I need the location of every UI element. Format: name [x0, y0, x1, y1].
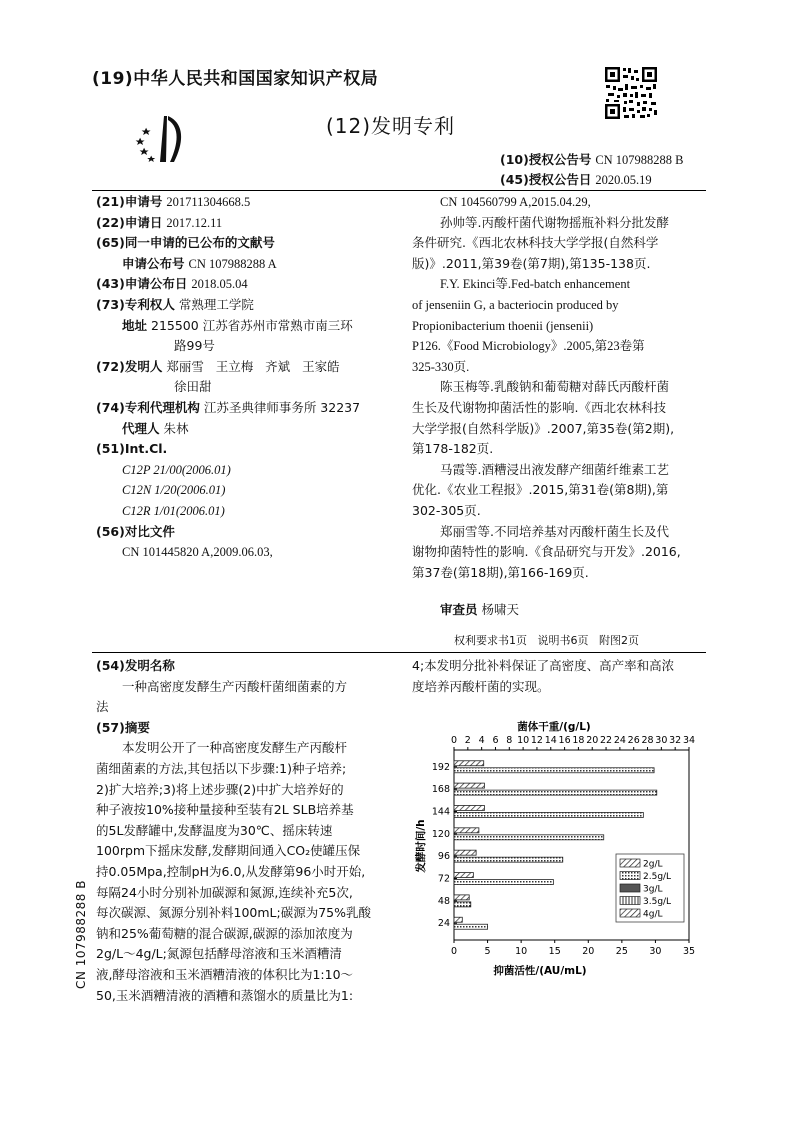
y-tick-label: 72	[437, 873, 450, 885]
top-tick-label: 0	[450, 735, 458, 746]
dry-weight-bar	[454, 850, 476, 855]
activity-bar	[454, 924, 488, 929]
legend-label: 4g/L	[643, 909, 663, 920]
patentee: (73)专利权人 常熟理工学院	[96, 296, 254, 312]
reference-line: CN 104560799 A,2015.04.29,	[440, 195, 591, 209]
abstract-line: 菌细菌素的方法,其包括以下步骤:1)种子培养;	[96, 760, 347, 776]
legend-swatch	[620, 872, 640, 880]
reference-line: 条件研究.《西北农林科技大学学报(自然科学	[412, 235, 659, 251]
top-tick-label: 16	[558, 735, 571, 746]
legend-swatch	[620, 884, 640, 892]
chart-legend	[616, 854, 684, 922]
reference-line: 陈玉梅等.乳酸钠和葡萄糖对薛氏丙酸杆菌	[440, 379, 669, 395]
abstract-line: 本发明公开了一种高密度发酵生产丙酸杆	[122, 740, 348, 756]
grant-publication-number: (10)授权公告号 CN 107988288 B	[500, 152, 684, 167]
abstract-line: 度培养丙酸杆菌的实现。	[412, 678, 550, 694]
reference-1: CN 101445820 A,2009.06.03,	[122, 545, 273, 560]
reference-line: 孙帅等.丙酸杆菌代谢物摇瓶补料分批发酵	[440, 214, 669, 230]
activity-bar	[454, 857, 563, 862]
int-cl-3: C12R 1/01(2006.01)	[122, 503, 225, 518]
reference-line: 第178-182页.	[412, 441, 494, 457]
y-tick-label: 96	[437, 851, 450, 863]
reference-line: P126.《Food Microbiology》.2005,第23卷第	[412, 339, 645, 354]
side-publication-code: CN 107988288 B	[74, 880, 88, 989]
top-tick-label: 8	[506, 735, 513, 746]
section-rule	[92, 652, 706, 653]
dry-weight-bar	[454, 873, 473, 878]
top-tick-label: 18	[572, 735, 585, 746]
grant-publication-date: (45)授权公告日 2020.05.19	[500, 172, 652, 187]
qr-code-icon	[604, 66, 658, 120]
top-tick-label: 28	[641, 735, 654, 746]
abstract-line: 50,玉米酒糟清液的酒糟和蒸馏水的质量比为1:	[96, 987, 354, 1003]
prior-publication-heading: (65)同一申请的已公布的文献号	[96, 235, 275, 251]
dry-weight-bar	[454, 917, 462, 922]
y-tick-label: 24	[437, 918, 450, 930]
reference-line: 优化.《农业工程报》.2015,第31卷(第8期),第	[412, 482, 669, 498]
bottom-tick-label: 15	[548, 946, 561, 957]
reference-line: of jenseniin G, a bacteriocin produced by	[412, 297, 619, 312]
reference-line: 马霞等.酒糟浸出液发酵产细菌纤维素工艺	[440, 461, 669, 477]
activity-bar	[454, 880, 553, 885]
y-tick-label: 192	[431, 761, 450, 773]
int-cl-1: C12P 21/00(2006.01)	[122, 462, 231, 477]
legend-label: 3g/L	[643, 884, 663, 895]
abstract-label: (57)摘要	[96, 719, 150, 735]
top-tick-label: 26	[627, 735, 640, 746]
abstract-line: 的5L发酵罐中,发酵温度为30℃、摇床转速	[96, 822, 333, 838]
agent: 代理人 朱林	[122, 420, 189, 436]
abstract-figure-chart	[412, 716, 712, 980]
examiner: 审查员 杨啸天	[440, 602, 520, 617]
reference-line: 325-330页.	[412, 359, 470, 374]
activity-bar	[454, 902, 471, 907]
top-tick-label: 24	[613, 735, 626, 746]
abstract-line: 100rpm下摇床发酵,发酵期间通入CO₂使罐压保	[96, 843, 361, 859]
reference-line: 生长及代谢物抑菌活性的影响.《西北农林科技	[412, 399, 666, 415]
dry-weight-bar	[454, 828, 479, 833]
legend-label: 2.5g/L	[643, 872, 672, 882]
dry-weight-bar	[454, 761, 484, 766]
reference-line: 大学学报(自然科学版)》.2007,第35卷(第2期),	[412, 420, 675, 436]
bottom-tick-label: 5	[484, 946, 491, 957]
bottom-tick-label: 35	[682, 946, 696, 957]
dry-weight-bar	[454, 805, 484, 810]
reference-line: F.Y. Ekinci等.Fed-batch enhancement	[440, 277, 631, 292]
application-date: (22)申请日 2017.12.11	[96, 214, 223, 230]
address-continued: 路99号	[174, 338, 215, 354]
activity-bar	[454, 768, 654, 773]
legend-label: 3.5g/L	[643, 897, 672, 907]
y-tick-label: 120	[431, 828, 450, 840]
int-cl-2: C12N 1/20(2006.01)	[122, 483, 226, 498]
int-cl-heading: (51)Int.Cl.	[96, 441, 168, 457]
abstract-line: 液,酵母溶液和玉米酒糟清液的体积比为1:10～	[96, 966, 354, 982]
document-type-title: (12)发明专利	[326, 114, 456, 138]
bottom-axis-label: 抑菌活性/(AU/mL)	[493, 965, 587, 977]
top-tick-label: 22	[600, 735, 613, 746]
page-counts: 权利要求书1页 说明书6页 附图2页	[454, 634, 639, 647]
top-tick-label: 10	[517, 735, 530, 746]
top-tick-label: 32	[669, 735, 682, 746]
abstract-line: 每隔24小时分别补加碳源和氮源,连续补充5次,	[96, 884, 353, 900]
top-tick-label: 34	[682, 735, 696, 746]
invention-name: 一种高密度发酵生产丙酸杆菌细菌素的方	[122, 678, 348, 694]
activity-bar	[454, 790, 657, 795]
application-number: (21)申请号 201711304668.5	[96, 194, 251, 209]
patent-office-emblem-icon	[130, 108, 190, 168]
abstract-line: 2)扩大培养;3)将上述步骤(2)中扩大培养好的	[96, 781, 344, 797]
abstract-continued	[412, 656, 712, 697]
inventors-continued: 徐田甜	[174, 379, 212, 395]
legend-label: 2g/L	[643, 859, 663, 870]
reference-line: Propionibacterium thoenii (jensenii)	[412, 318, 594, 333]
reference-line: 郑丽雪等.不同培养基对丙酸杆菌生长及代	[440, 523, 669, 539]
top-tick-label: 12	[530, 735, 543, 746]
header-rule	[92, 190, 706, 191]
inventors: (72)发明人 郑丽雪 王立梅 齐斌 王家皓	[96, 358, 340, 374]
top-axis-label: 菌体干重/(g/L)	[517, 721, 591, 733]
bottom-tick-label: 20	[582, 946, 595, 957]
abstract-line: 4;本发明分批补料保证了高密度、高产率和高浓	[412, 658, 675, 673]
abstract-section	[96, 656, 416, 1006]
top-tick-label: 4	[478, 735, 485, 746]
patent-agency: (74)专利代理机构 江苏圣典律师事务所 32237	[96, 399, 361, 415]
dry-weight-bar	[454, 783, 484, 788]
activity-bar	[454, 835, 604, 840]
legend-swatch	[620, 909, 640, 917]
top-tick-label: 30	[655, 735, 668, 746]
y-tick-label: 48	[437, 895, 450, 907]
y-tick-label: 144	[431, 806, 450, 818]
reference-line: 谢物抑菌特性的影响.《食品研究与开发》.2016,	[412, 544, 681, 560]
application-publication-number: 申请公布号 CN 107988288 A	[122, 255, 277, 271]
top-tick-label: 6	[492, 735, 499, 746]
abstract-line: 钠和25%葡萄糖的混合碳源,碳源的添加浓度为	[96, 925, 353, 941]
bottom-tick-label: 10	[515, 946, 528, 957]
abstract-line: 2g/L～4g/L;氮源包括酵母溶液和玉米酒糟清	[96, 946, 342, 962]
references-heading: (56)对比文件	[96, 523, 175, 539]
dry-weight-bar	[454, 895, 469, 900]
legend-swatch	[620, 859, 640, 867]
abstract-line: 种子液按10%接种量接种至装有2L SLB培养基	[96, 802, 354, 818]
invention-name-continued: 法	[96, 699, 109, 715]
reference-line: 302-305页.	[412, 502, 481, 518]
invention-name-label: (54)发明名称	[96, 658, 175, 673]
bottom-tick-label: 25	[615, 946, 628, 957]
y-tick-label: 168	[431, 784, 450, 796]
top-tick-label: 14	[544, 735, 557, 746]
top-tick-label: 20	[586, 735, 599, 746]
y-axis-label: 发酵时间/h	[415, 819, 427, 873]
reference-line: 版)》.2011,第39卷(第7期),第135-138页.	[412, 255, 651, 271]
top-tick-label: 2	[464, 735, 471, 746]
bottom-tick-label: 30	[649, 946, 662, 957]
reference-line: 第37卷(第18期),第166-169页.	[412, 564, 589, 580]
office-title: (19)中华人民共和国国家知识产权局	[92, 69, 379, 89]
abstract-line: 持0.05Mpa,控制pH为6.0,从发酵第96小时开始,	[96, 863, 366, 879]
address: 地址 215500 江苏省苏州市常熟市南三环	[122, 317, 353, 333]
activity-bar	[454, 812, 643, 817]
abstract-line: 每次碳源、氮源分别补料100mL;碳源为75%乳酸	[96, 905, 371, 921]
legend-swatch	[620, 897, 640, 905]
bibliographic-data	[96, 192, 416, 563]
application-publication-date: (43)申请公布日 2018.05.04	[96, 276, 248, 292]
bottom-tick-label: 0	[450, 946, 458, 957]
references-list	[412, 192, 712, 583]
